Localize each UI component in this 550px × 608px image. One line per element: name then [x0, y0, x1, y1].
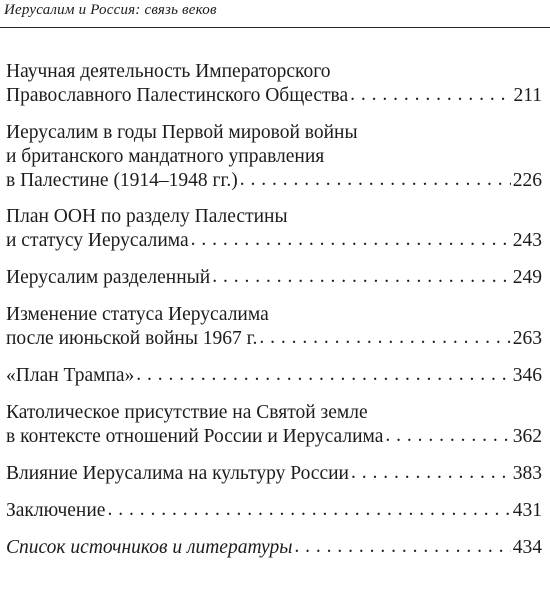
- toc-entry: [6, 205, 542, 253]
- toc-entry-title-line: и британского мандатного управления: [6, 146, 325, 167]
- toc-entry-title-line: Список источников и литературы: [6, 537, 293, 558]
- toc-page-number: 383: [512, 463, 542, 484]
- toc-entry: [6, 401, 542, 449]
- toc-entry-title-line: «План Трампа»: [6, 365, 135, 386]
- toc-entry: [6, 303, 542, 351]
- toc-entry: [6, 121, 542, 193]
- toc-entry-title-line: Иерусалим в годы Первой мировой войны: [6, 122, 358, 143]
- toc-entry-title-line: Научная деятельность Императорского: [6, 61, 331, 82]
- toc-entry: [6, 60, 542, 108]
- toc-entry-title-line: Православного Палестинского Общества: [6, 85, 349, 106]
- toc-entry-title-line: после июньской войны 1967 г.: [6, 328, 258, 349]
- dot-leader: [240, 168, 511, 192]
- toc-page-number: 243: [512, 230, 542, 251]
- toc-entry: [6, 536, 542, 560]
- dot-leader: [351, 461, 511, 485]
- toc-entry-title-line: Изменение статуса Иерусалима: [6, 304, 269, 325]
- toc-entry: [6, 266, 542, 290]
- toc-page-number: 362: [512, 426, 542, 447]
- table-of-contents: [6, 60, 542, 560]
- toc-entry-title-line: Иерусалим разделенный: [6, 267, 211, 288]
- running-head: Иерусалим и Россия: связь веков: [4, 2, 217, 18]
- dot-leader: [107, 498, 510, 522]
- toc-page-number: 346: [512, 365, 542, 386]
- toc-entry-title-line: и статусу Иерусалима: [6, 230, 189, 251]
- toc-entry-title-line: в контексте отношений России и Иерусалима: [6, 426, 384, 447]
- toc-entry: [6, 364, 542, 388]
- toc-entry-title-line: Католическое присутствие на Святой земле: [6, 402, 368, 423]
- dot-leader: [294, 535, 510, 559]
- toc-page-number: 249: [512, 267, 542, 288]
- toc-page-number: 434: [512, 537, 542, 558]
- dot-leader: [191, 228, 511, 252]
- toc-entry-title-line: Влияние Иерусалима на культуру России: [6, 463, 349, 484]
- toc-entry-title-line: в Палестине (1914–1948 гг.): [6, 170, 238, 191]
- toc-entry-title-line: План ООН по разделу Палестины: [6, 206, 288, 227]
- dot-leader: [136, 363, 510, 387]
- toc-page-number: 211: [513, 85, 542, 106]
- toc-page-number: 431: [512, 500, 542, 521]
- toc-entry: [6, 499, 542, 523]
- toc-entry: [6, 462, 542, 486]
- dot-leader: [350, 83, 511, 107]
- dot-leader: [212, 265, 511, 289]
- header-rule: [0, 27, 550, 28]
- toc-page-number: 263: [512, 328, 542, 349]
- toc-entry-title-line: Заключение: [6, 500, 106, 521]
- toc-page-number: 226: [512, 170, 542, 191]
- dot-leader: [259, 326, 510, 350]
- dot-leader: [385, 424, 510, 448]
